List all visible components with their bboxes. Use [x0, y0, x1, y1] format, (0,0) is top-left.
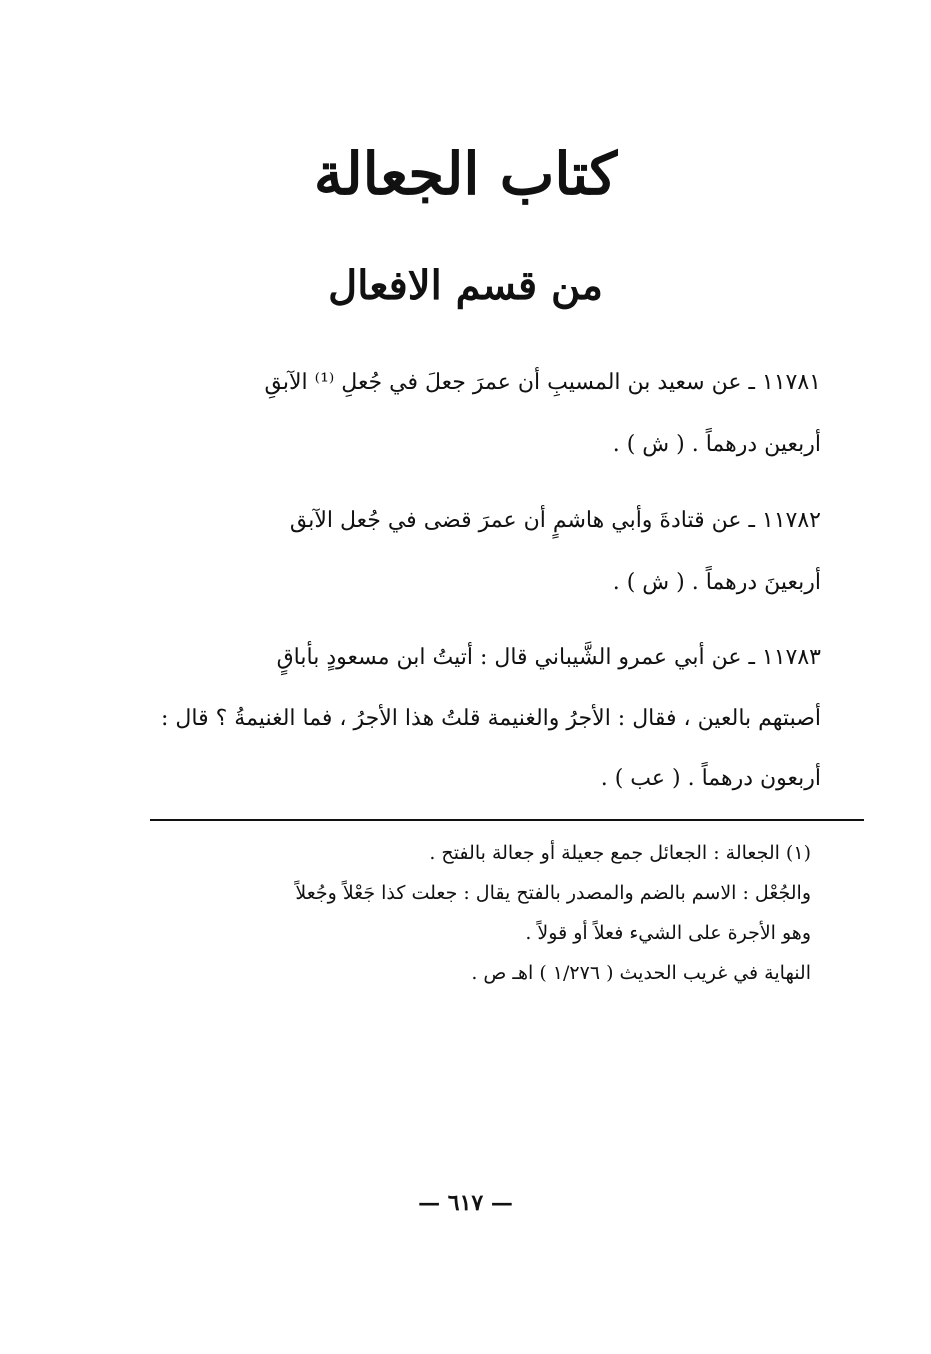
entry-3-line-3: أربعون درهماً . ( عب ) .: [600, 766, 821, 791]
footnote-divider: [150, 819, 864, 821]
page-number: — ٦١٧ —: [418, 1190, 513, 1216]
entry-2-line-2: أربعينَ درهماً . ( ش ) .: [612, 570, 821, 595]
footnote-line-3: وهو الأجرة على الشيء فعلاً أو قولاً .: [525, 922, 811, 944]
entry-1-line-2: أربعين درهماً . ( ش ) .: [612, 432, 821, 457]
entry-2-line-1: ١١٧٨٢ ـ عن قتادةَ وأبي هاشمٍ أن عمرَ قضى في جُعل الآبق: [289, 508, 821, 533]
footnote-line-2: والجُعْل : الاسم بالضم والمصدر بالفتح يقال : جعلت كذا جَعْلاً وجُعلاً: [295, 882, 811, 904]
footnote-line-4: النهاية في غريب الحديث ( ١/٢٧٦ ) اهـ ص .: [471, 962, 811, 984]
entry-1-line-1: ١١٧٨١ ـ عن سعيد بن المسيبِ أن عمرَ جعلَ في جُعلِ ⁽¹⁾ الآبقِ: [264, 370, 821, 395]
entry-3-line-1: ١١٧٨٣ ـ عن أبي عمرو الشَّيباني قال : أتيتُ ابن مسعودٍ بأباقٍ: [276, 645, 821, 670]
section-subtitle: من قسم الافعال: [328, 262, 603, 309]
entry-3-line-2: أصبتهم بالعين ، فقال : الأجرُ والغنيمة قلتُ هذا الأجرُ ، فما الغنيمةُ ؟ قال :: [161, 706, 821, 731]
chapter-title: كتاب الجعالة: [313, 140, 618, 208]
footnote-line-1: (١) الجعالة : الجعائل جمع جعيلة أو جعالة بالفتح .: [429, 842, 811, 864]
